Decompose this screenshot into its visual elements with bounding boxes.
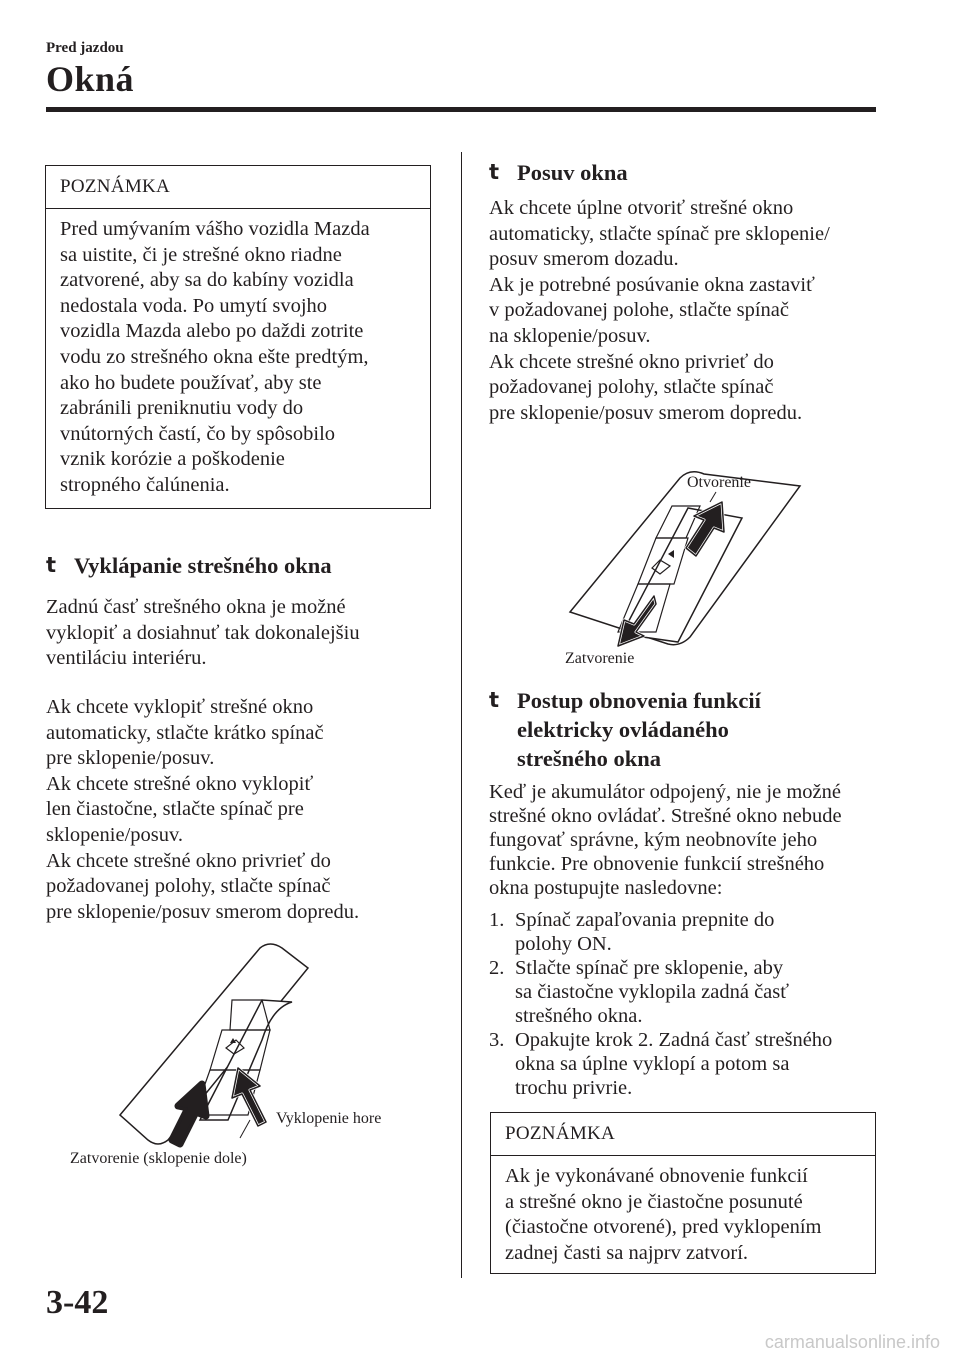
reset-paragraph (489, 780, 889, 900)
step-line: sa čiastočne vyklopila zadná časť (515, 981, 790, 1003)
text-line: ventiláciu interiéru. (46, 647, 207, 670)
section-heading-text: Posuv okna (517, 160, 628, 185)
section-heading-slide (489, 158, 889, 188)
step-line: okna sa úplne vyklopí a potom sa (515, 1053, 790, 1075)
step-line: Opakujte krok 2. Zadná časť strešného (515, 1029, 833, 1051)
note-line: vnútorných častí, čo by spôsobilo (60, 422, 336, 445)
step-line: trochu privrie. (515, 1077, 633, 1099)
step-number: 2. (489, 957, 505, 979)
step-line: strešného okna. (515, 1005, 643, 1027)
text-line: Ak chcete strešné okno privrieť do (46, 849, 331, 872)
text-line: funkcie. Pre obnovenie funkcií strešného (489, 853, 825, 875)
text-line: Ak je potrebné posúvanie okna zastaviť (489, 273, 815, 296)
text-line: v požadovanej polohe, stlačte spínač (489, 299, 789, 322)
page-number: 3-42 (46, 1284, 109, 1321)
reset-steps-list (489, 908, 889, 1100)
text-line: automaticky, stlačte spínač pre sklopenie/ (489, 222, 830, 245)
step-line: Spínač zapaľovania prepnite do (515, 909, 775, 931)
step-number: 3. (489, 1029, 505, 1051)
section-heading-reset (489, 686, 889, 776)
text-line: Ak chcete strešné okno privrieť do (489, 350, 774, 373)
section-heading-line: Postup obnovenia funkcií (517, 688, 761, 713)
note-line: nedostala voda. Po umytí svojho (60, 294, 328, 317)
text-line: Keď je akumulátor odpojený, nie je možné (489, 781, 841, 803)
section-heading-line: elektricky ovládaného (517, 717, 729, 742)
label-tilt-up: Vyklopenie hore (276, 1110, 382, 1127)
text-line: vyklopiť a dosiahnuť tak dokonalejšiu (46, 621, 360, 644)
list-item (489, 1028, 889, 1100)
note-label: POZNÁMKA (60, 176, 171, 197)
note-label: POZNÁMKA (505, 1123, 616, 1144)
footer-watermark: carmanualsonline.info (764, 1332, 940, 1352)
note-line: zatvorené, aby sa do kabíny vozidla (60, 269, 354, 292)
step-number: 1. (489, 909, 505, 931)
note-line: Ak je vykonávané obnovenie funkcií (505, 1165, 808, 1187)
step-line: Stlačte spínač pre sklopenie, aby (515, 957, 784, 979)
text-line: požadovanej polohy, stlačte spínač (489, 376, 774, 399)
text-line: fungovať správne, kým neobnovíte jeho (489, 829, 818, 851)
tilt-intro-paragraph (46, 595, 446, 672)
note-line: ako ho budete používať, aby ste (60, 371, 322, 394)
column-divider (461, 152, 462, 1278)
note-box (490, 1112, 876, 1274)
text-line: automaticky, stlačte krátko spínač (46, 721, 324, 744)
text-line: strešné okno ovládať. Strešné okno nebude (489, 805, 842, 827)
note-line: a strešné okno je čiastočne posunuté (505, 1190, 803, 1213)
note-line: sa uistite, či je strešné okno riadne (60, 243, 342, 266)
slide-switch-illustration (560, 462, 810, 652)
label-close: Zatvorenie (565, 650, 635, 667)
note-text (46, 209, 430, 509)
list-item (489, 956, 889, 1028)
note-line: vozidla Mazda alebo po daždi zotrite (60, 320, 364, 343)
text-line: Ak chcete vyklopiť strešné okno (46, 696, 314, 718)
text-line: pre sklopenie/posuv smerom dopredu. (46, 900, 360, 923)
chapter-label: Pred jazdou (46, 40, 124, 56)
label-open: Otvorenie (687, 474, 751, 491)
note-line: stropného čalúnenia. (60, 473, 230, 496)
note-line: zabránili preniknutiu vody do (60, 397, 304, 420)
text-line: na sklopenie/posuv. (489, 324, 651, 347)
text-line: len čiastočne, stlačte spínač pre (46, 798, 304, 821)
text-line: okna postupujte nasledovne: (489, 877, 723, 899)
note-line: vodu zo strešného okna ešte predtým, (60, 345, 369, 368)
note-box (45, 165, 431, 509)
title-rule (46, 107, 876, 112)
section-heading-text: Vyklápanie strešného okna (74, 553, 332, 578)
page-title: Okná (46, 59, 135, 99)
section-heading-tilt (46, 551, 446, 581)
label-tilt-down: Zatvorenie (sklopenie dole) (70, 1150, 247, 1167)
text-line: požadovanej polohy, stlačte spínač (46, 875, 331, 898)
note-line: (čiastočne otvorené), pred vyklopením (505, 1216, 822, 1239)
section-bullet: t (46, 553, 57, 577)
text-line: posuv smerom dozadu. (489, 248, 679, 271)
note-line: Pred umývaním vášho vozidla Mazda (60, 218, 370, 240)
tilt-instructions-paragraph (46, 695, 446, 925)
section-heading-line: strešného okna (517, 746, 661, 771)
text-line: Ak chcete strešné okno vyklopiť (46, 772, 314, 795)
text-line: sklopenie/posuv. (46, 823, 184, 846)
note-line: zadnej časti sa najprv zatvorí. (505, 1241, 749, 1264)
text-line: pre sklopenie/posuv smerom dopredu. (489, 401, 803, 424)
list-item (489, 908, 889, 956)
text-line: Zadnú časť strešného okna je možné (46, 596, 346, 618)
note-text (491, 1156, 875, 1276)
note-line: vznik korózie a poškodenie (60, 448, 285, 471)
section-bullet: t (489, 688, 500, 712)
text-line: Ak chcete úplne otvoriť strešné okno (489, 197, 794, 219)
text-line: pre sklopenie/posuv. (46, 747, 215, 770)
section-bullet: t (489, 160, 500, 184)
slide-paragraph (489, 196, 889, 426)
step-line: polohy ON. (515, 933, 612, 955)
